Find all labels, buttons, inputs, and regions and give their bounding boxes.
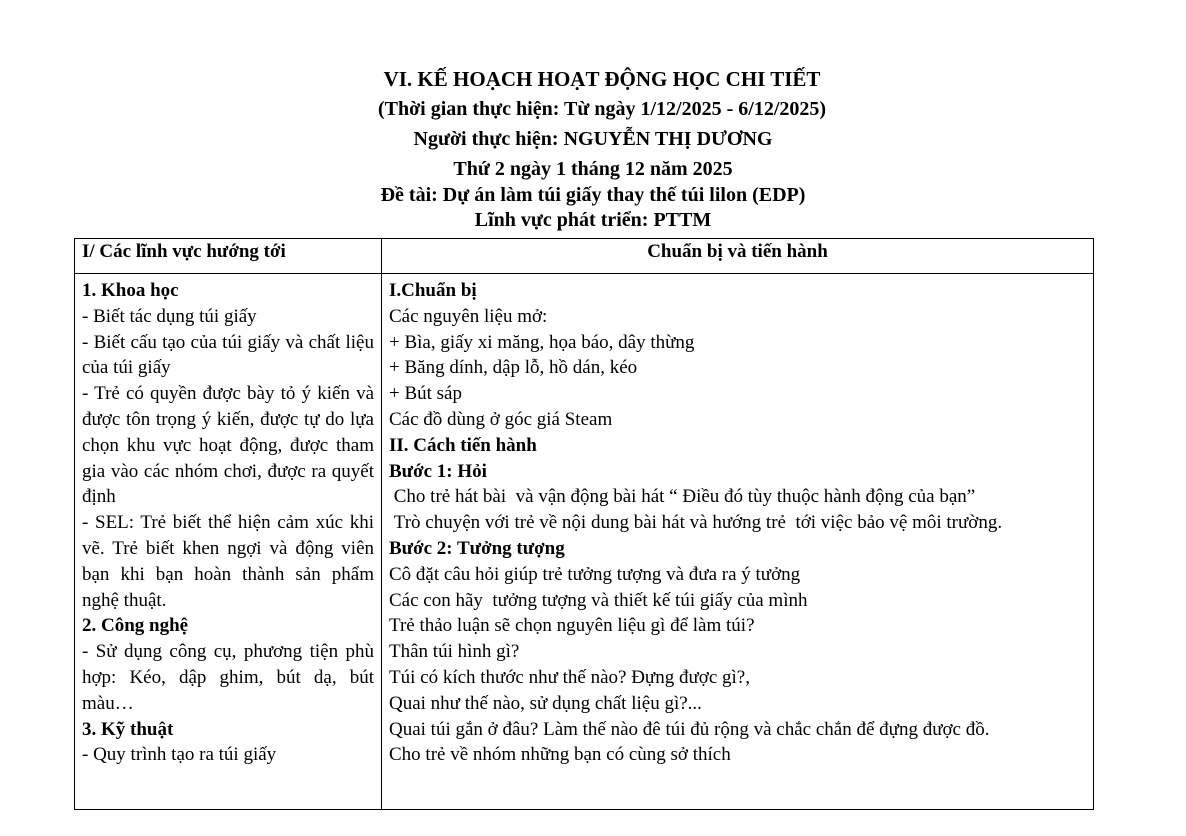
- preparation-item: + Băng dính, dập lỗ, hồ dán, kéo: [389, 357, 638, 379]
- step2-item: Quai túi gắn ở đâu? Làm thế nào đê túi đủ rộng và chắc chắn để đựng được đồ.: [389, 718, 990, 740]
- step1-heading: Bước 1: Hỏi: [389, 460, 487, 482]
- preparation-cell: [382, 274, 1094, 810]
- performer: Người thực hiện: NGUYỄN THỊ DƯƠNG: [413, 128, 773, 150]
- preparation-item: Các nguyên liệu mở:: [389, 305, 548, 327]
- target-areas-cell: [75, 274, 382, 810]
- step1-item: Cho trẻ hát bài và vận động bài hát “ Điều đó tùy thuộc hành động của bạn”: [389, 486, 976, 508]
- science-item: - Biết cấu tạo của túi giấy và chất liệu của túi giấy: [82, 331, 374, 379]
- step1-item: Trò chuyện với trẻ về nội dung bài hát và hướng trẻ tới việc bảo vệ môi trường.: [389, 512, 1003, 534]
- document-header: [0, 66, 1186, 233]
- step2-heading: Bước 2: Tưởng tượng: [389, 537, 565, 559]
- header-preparation: Chuẩn bị và tiến hành: [382, 239, 1094, 274]
- procedure-heading: II. Cách tiến hành: [389, 434, 537, 456]
- science-item: - Trẻ có quyền được bày tỏ ý kiến và được tôn trọng ý kiến, được tự do lựa chọn khu vực hoạt động, được tham gia vào các nhóm chơi, được ra quyết định: [82, 383, 374, 508]
- step2-item: Thân túi hình gì?: [389, 641, 520, 663]
- preparation-heading: I.Chuẩn bị: [389, 280, 477, 301]
- preparation-item: Các đồ dùng ở góc giá Steam: [389, 408, 613, 430]
- header-target-areas: I/ Các lĩnh vực hướng tới: [75, 239, 382, 274]
- step2-item: Quai như thế nào, sử dụng chất liệu gì?...: [389, 692, 702, 714]
- science-item: - SEL: Trẻ biết thể hiện cảm xúc khi vẽ. Trẻ biết khen ngợi và động viên bạn khi bạn hoàn thành sản phẩm nghệ thuật.: [82, 512, 374, 611]
- science-item: - Biết tác dụng túi giấy: [82, 305, 257, 327]
- step2-item: Trẻ thảo luận sẽ chọn nguyên liệu gì để làm túi?: [389, 615, 755, 637]
- step2-item: Các con hãy tưởng tượng và thiết kế túi giấy của mình: [389, 589, 808, 611]
- table-body-row: [75, 274, 1094, 810]
- technology-item: - Sử dụng công cụ, phương tiện phù hợp: Kéo, dập ghim, bút dạ, bút màu…: [82, 641, 374, 714]
- engineering-item: - Quy trình tạo ra túi giấy: [82, 744, 277, 766]
- step2-item: Cho trẻ về nhóm những bạn có cùng sở thích: [389, 744, 731, 766]
- preparation-item: + Bìa, giấy xi măng, họa báo, dây thừng: [389, 331, 695, 353]
- time-period: (Thời gian thực hiện: Từ ngày 1/12/2025 - 6/12/2025): [377, 98, 827, 120]
- step2-item: Túi có kích thước như thế nào? Đựng được gì?,: [389, 666, 750, 688]
- lesson-date: Thứ 2 ngày 1 tháng 12 năm 2025: [453, 158, 733, 180]
- lesson-topic: Đề tài: Dự án làm túi giấy thay thế túi lilon (EDP): [380, 184, 806, 206]
- engineering-heading: 3. Kỹ thuật: [82, 718, 174, 740]
- table-header-row: [75, 239, 1094, 274]
- document-title: VI. KẾ HOẠCH HOẠT ĐỘNG HỌC CHI TIẾT: [383, 67, 821, 91]
- development-field: Lĩnh vực phát triển: PTTM: [474, 209, 712, 231]
- science-heading: 1. Khoa học: [82, 280, 179, 301]
- preparation-item: + Bút sáp: [389, 383, 462, 405]
- lesson-plan-table: [74, 238, 1094, 810]
- step2-item: Cô đặt câu hỏi giúp trẻ tưởng tượng và đưa ra ý tưởng: [389, 563, 801, 585]
- technology-heading: 2. Công nghệ: [82, 615, 189, 637]
